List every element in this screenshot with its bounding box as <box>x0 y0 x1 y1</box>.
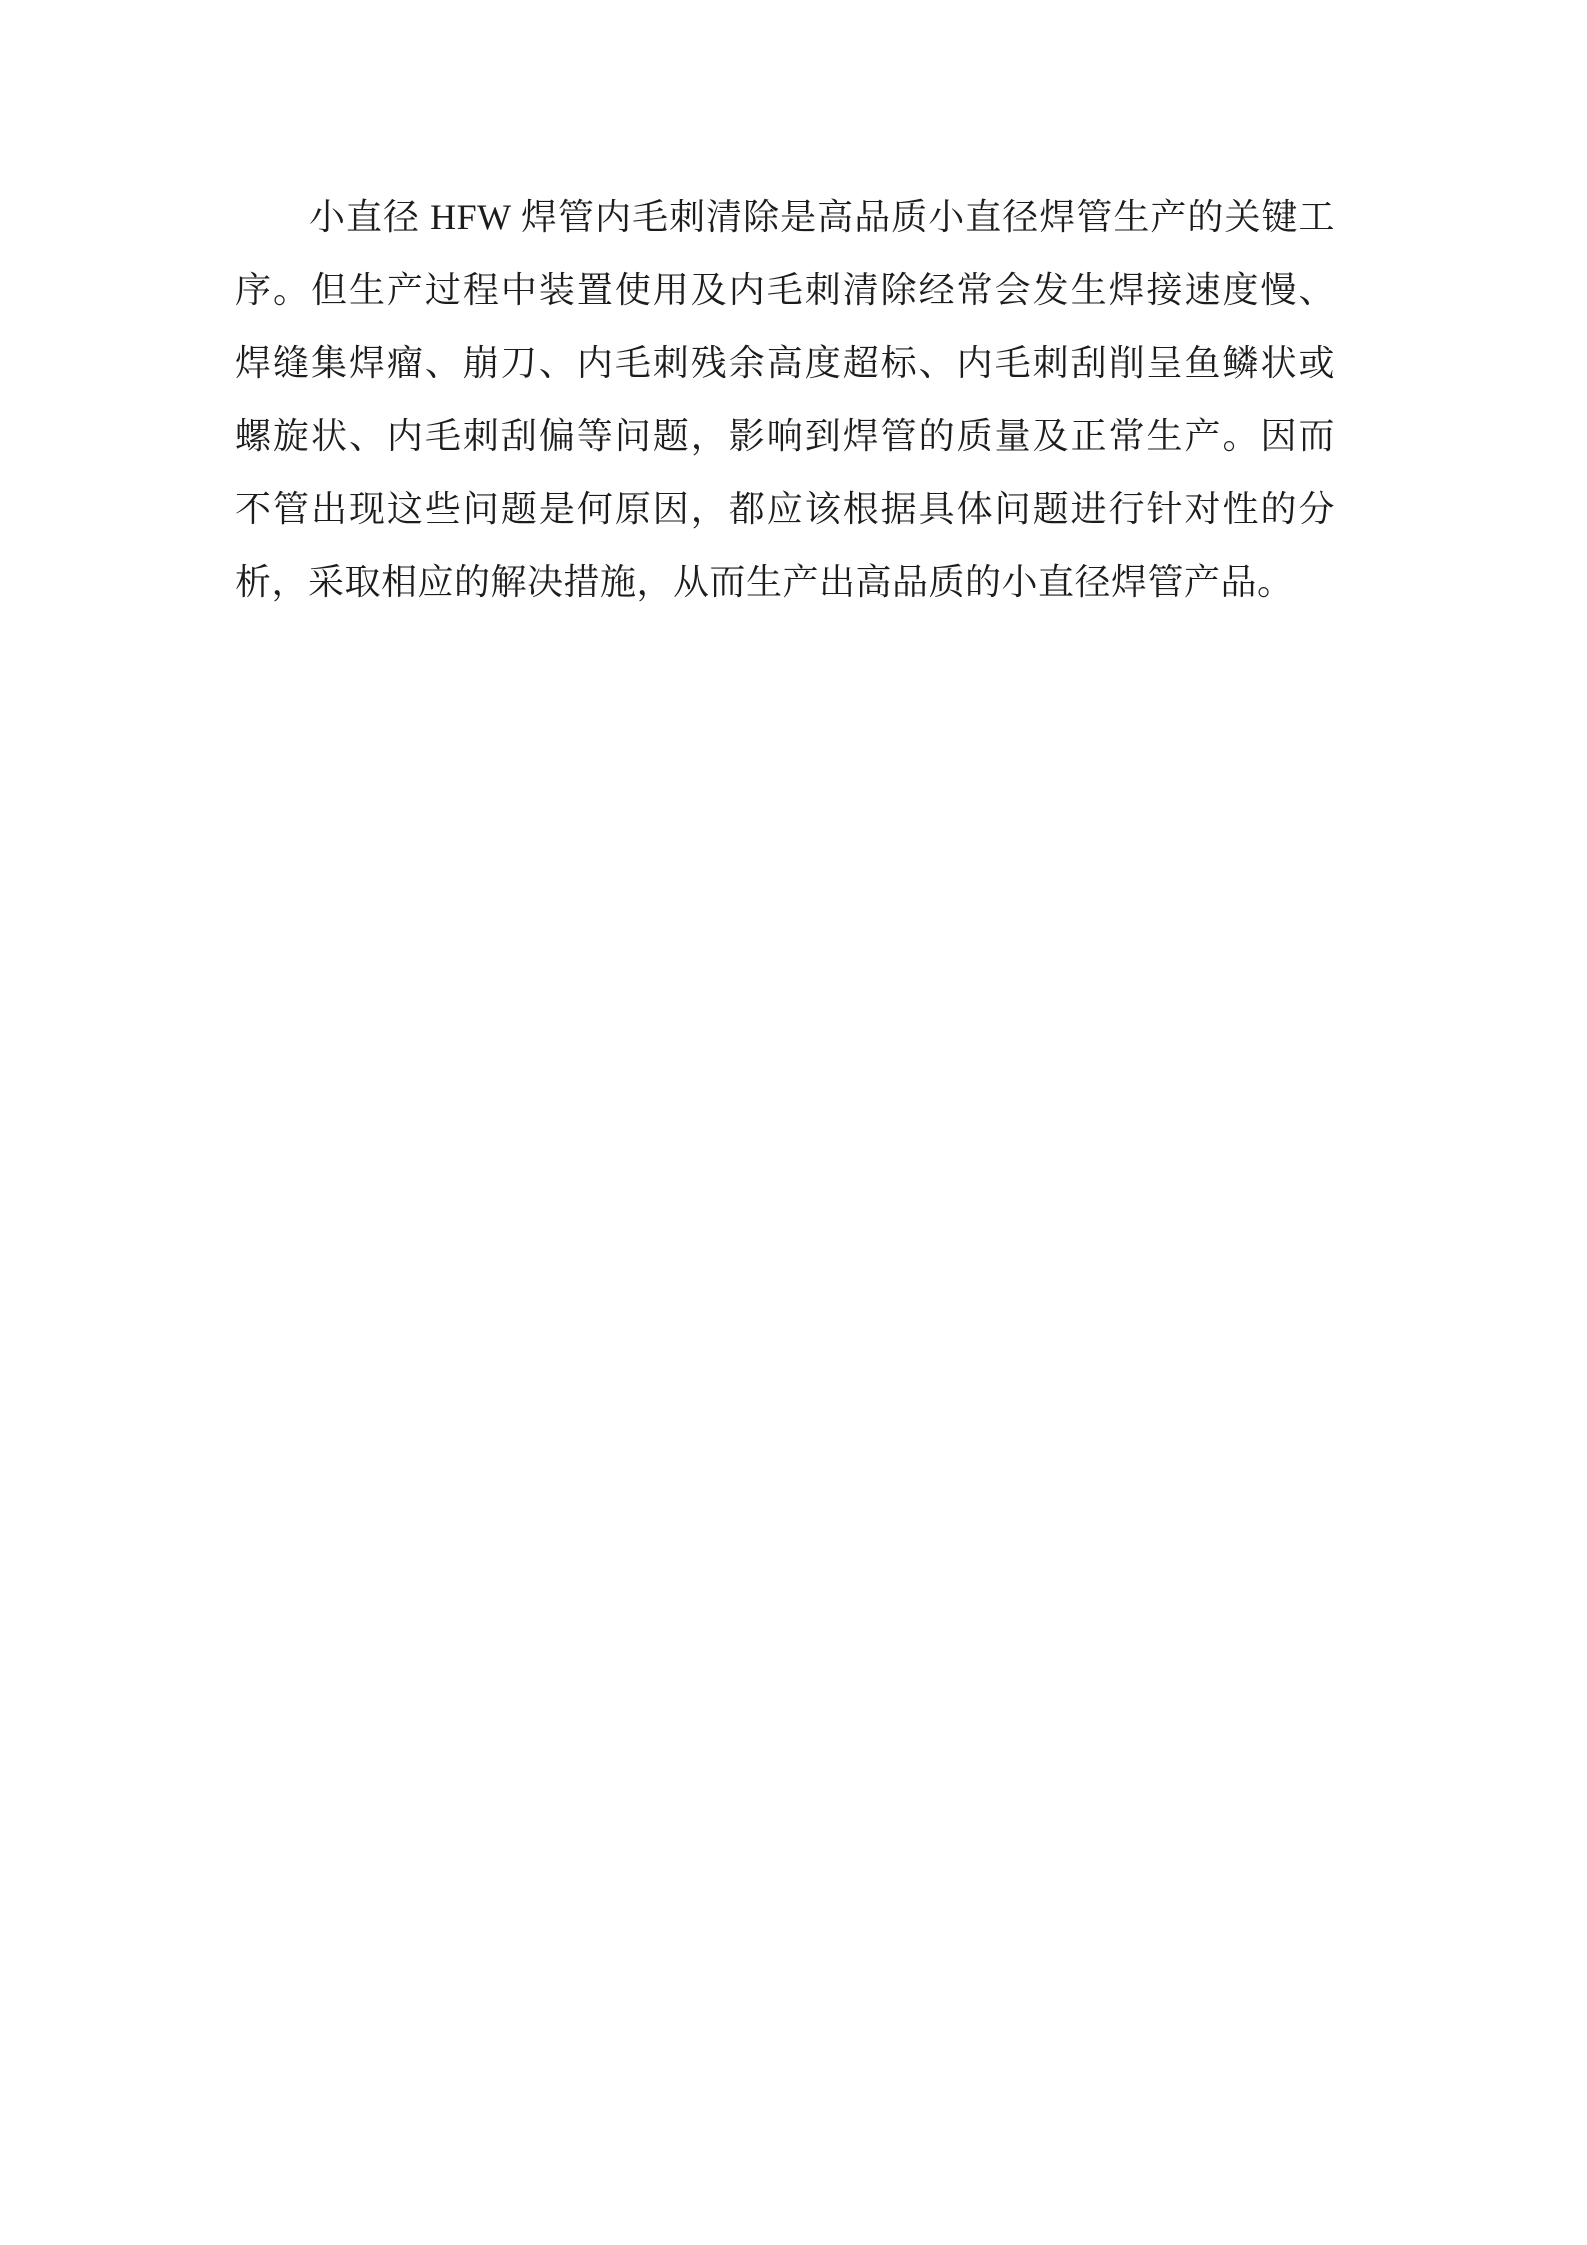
paragraph-line: 焊缝集焊瘤、崩刀、内毛刺残余高度超标、内毛刺刮削呈鱼鳞状或 <box>235 343 1335 383</box>
paragraph-line: 序。但生产过程中装置使用及内毛刺清除经常会发生焊接速度慢、 <box>235 270 1335 310</box>
paragraph-line: 析，采取相应的解决措施，从而生产出高品质的小直径焊管产品。 <box>235 562 1294 602</box>
paragraph-line: 不管出现这些问题是何原因，都应该根据具体问题进行针对性的分 <box>235 489 1335 529</box>
paragraph-line: 螺旋状、内毛刺刮偏等问题，影响到焊管的质量及正常生产。因而 <box>235 416 1335 456</box>
paragraph <box>235 181 1335 619</box>
paragraph-line: 小直径 HFW 焊管内毛刺清除是高品质小直径焊管生产的关键工 <box>309 197 1335 237</box>
